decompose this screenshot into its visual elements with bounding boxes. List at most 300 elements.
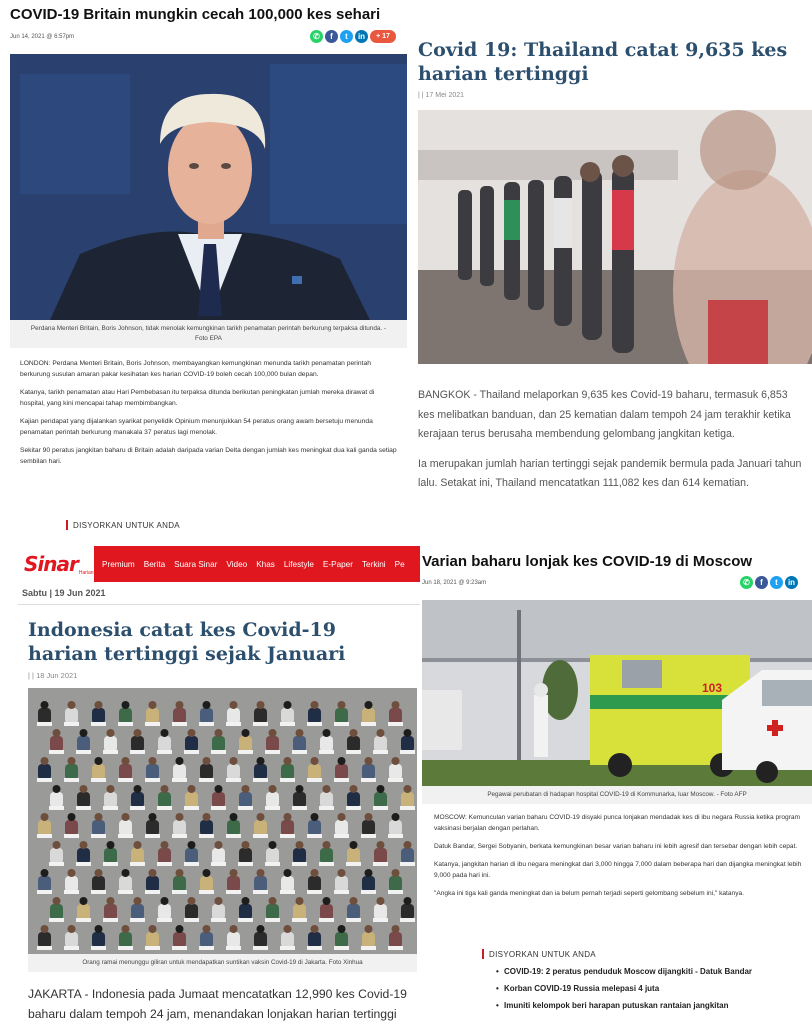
- crowd-chair: [145, 778, 160, 782]
- crowd-chair: [400, 862, 415, 866]
- crowd-chair: [145, 946, 160, 950]
- crowd-person-head: [365, 701, 373, 709]
- crowd-chair: [49, 918, 64, 922]
- crowd-chair: [118, 890, 133, 894]
- crowd-chair: [388, 722, 403, 726]
- share-bar: [310, 30, 396, 43]
- crowd-person-head: [404, 785, 412, 793]
- crowd-person-body: [320, 792, 333, 808]
- crowd-person-head: [215, 785, 223, 793]
- crowd-person-body: [254, 708, 267, 724]
- crowd-person-body: [308, 932, 321, 948]
- crowd-chair: [238, 750, 253, 754]
- crowd-person-body: [119, 820, 132, 836]
- crowd-person-body: [320, 904, 333, 920]
- crowd-person-head: [68, 813, 76, 821]
- crowd-person-head: [161, 785, 169, 793]
- nav-item-lifestyle[interactable]: Lifestyle: [283, 559, 314, 569]
- crowd-chair: [334, 834, 349, 838]
- crowd-person-head: [350, 785, 358, 793]
- crowd-person-body: [374, 736, 387, 752]
- crowd-person-head: [176, 757, 184, 765]
- crowd-person-head: [338, 757, 346, 765]
- crowd-chair: [145, 834, 160, 838]
- crowd-chair: [130, 750, 145, 754]
- crowd-person-body: [320, 848, 333, 864]
- crowd-person-head: [365, 757, 373, 765]
- crowd-chair: [361, 722, 376, 726]
- crowd-person-head: [215, 841, 223, 849]
- crowd-chair: [91, 946, 106, 950]
- crowd-person-body: [347, 904, 360, 920]
- crowd-person-head: [215, 897, 223, 905]
- crowd-person-body: [158, 904, 171, 920]
- crowd-person-body: [374, 848, 387, 864]
- queue-illustration: [418, 110, 812, 364]
- crowd-chair: [211, 806, 226, 810]
- crowd-person-body: [254, 876, 267, 892]
- crowd-chair: [265, 918, 280, 922]
- crowd-person-head: [122, 701, 130, 709]
- paragraph: Sekitar 90 peratus jangkitan baharu di Britain adalah daripada varian Delta dengan jumlah kes meningkat dua kali ganda setiap sembilan hari.: [20, 447, 397, 465]
- article-body: [434, 812, 812, 906]
- crowd-chair: [346, 806, 361, 810]
- crowd-person-head: [311, 813, 319, 821]
- crowd-person-head: [296, 841, 304, 849]
- paragraph: MOSCOW: Kemunculan varian baharu COVID-19 disyaki punca lonjakan mendadak kes di ibu negara Russia ketika program vaksinasi berjalan dengan perlahan.: [434, 814, 801, 832]
- crowd-person-head: [149, 869, 157, 877]
- crowd-person-head: [323, 841, 331, 849]
- crowd-person-body: [308, 708, 321, 724]
- article-timestamp: Jun 18, 2021 @ 9:23am: [422, 580, 487, 586]
- crowd-chair: [211, 862, 226, 866]
- crowd-person-body: [50, 736, 63, 752]
- crowd-person-body: [92, 708, 105, 724]
- crowd-chair: [37, 946, 52, 950]
- crowd-person-head: [377, 841, 385, 849]
- crowd-person-head: [107, 841, 115, 849]
- crowd-person-body: [266, 792, 279, 808]
- crowd-person-head: [242, 897, 250, 905]
- crowd-person-body: [104, 736, 117, 752]
- crowd-person-body: [401, 848, 414, 864]
- crowd-person-body: [158, 792, 171, 808]
- crowd-chair: [172, 890, 187, 894]
- crowd-chair: [334, 778, 349, 782]
- whatsapp-icon[interactable]: ✆: [740, 576, 753, 589]
- crowd-person-body: [401, 736, 414, 752]
- crowd-person-head: [377, 729, 385, 737]
- crowd-person-head: [203, 925, 211, 933]
- nav-item-berita[interactable]: Berita: [143, 559, 166, 569]
- article-headline[interactable]: Indonesia catat kes Covid-19 harian tertinggi sejak Januari: [28, 619, 346, 665]
- crowd-person-head: [41, 813, 49, 821]
- crowd-person-body: [320, 736, 333, 752]
- crowd-person-head: [107, 785, 115, 793]
- crowd-person-head: [392, 757, 400, 765]
- article-panel-britain: [0, 0, 412, 540]
- crowd-chair: [91, 834, 106, 838]
- recommended-heading: DISYORKAN UNTUK ANDA: [66, 520, 180, 530]
- ambulance-number: 103: [702, 681, 723, 695]
- crowd-chair: [37, 722, 52, 726]
- crowd-person-body: [347, 848, 360, 864]
- crowd-person-head: [230, 869, 238, 877]
- crowd-chair: [118, 834, 133, 838]
- crowd-person-head: [257, 869, 265, 877]
- crowd-person-head: [242, 841, 250, 849]
- crowd-person-head: [122, 813, 130, 821]
- paragraph: Katanya, jangkitan harian di ibu negara meningkat dari 3,000 hingga 7,000 dalam beberapa hari dan dijangka meningkat lebih 9,000 pada hari ini.: [434, 861, 802, 879]
- crowd-person-body: [293, 904, 306, 920]
- crowd-person-body: [281, 932, 294, 948]
- crowd-person-head: [134, 785, 142, 793]
- crowd-person-body: [146, 820, 159, 836]
- share-count-button[interactable]: + 17: [370, 30, 396, 43]
- crowd-person-head: [311, 925, 319, 933]
- crowd-person-head: [80, 729, 88, 737]
- facebook-icon[interactable]: f: [325, 30, 338, 43]
- crowd-chair: [280, 890, 295, 894]
- crowd-person-body: [77, 792, 90, 808]
- crowd-person-body: [335, 932, 348, 948]
- crowd-person-head: [176, 925, 184, 933]
- crowd-chair: [238, 918, 253, 922]
- crowd-chair: [184, 750, 199, 754]
- crowd-chair: [373, 862, 388, 866]
- logo-wordmark: Sinar: [24, 552, 78, 576]
- nav-menu: [94, 560, 405, 569]
- nav-item-epaper[interactable]: E-Paper: [322, 559, 353, 569]
- paragraph: Ia merupakan jumlah harian tertinggi sejak pandemik bermula pada Januari tahun lalu. Setakat ini, Thailand mencatatkan 111,082 kes dan 614 kematian.: [418, 457, 802, 489]
- crowd-person-body: [266, 848, 279, 864]
- crowd-person-body: [362, 876, 375, 892]
- crowd-person-head: [215, 729, 223, 737]
- nav-item-suara-sinar[interactable]: Suara Sinar: [174, 559, 218, 569]
- crowd-person-head: [68, 925, 76, 933]
- linkedin-icon[interactable]: in: [355, 30, 368, 43]
- photo-caption: Pegawai perubatan di hadapan hospital COVID-19 di Kommunarka, luar Moscow. - Foto AFP: [422, 786, 812, 804]
- crowd-person-head: [80, 785, 88, 793]
- crowd-person-head: [284, 925, 292, 933]
- crowd-person-body: [92, 932, 105, 948]
- crowd-person-head: [149, 925, 157, 933]
- photo-caption: Perdana Menteri Britain, Boris Johnson, tidak menolak kemungkinan tarikh penamatan perintah berkurung terpaksa ditunda. - Foto EPA: [10, 320, 407, 348]
- crowd-chair: [361, 946, 376, 950]
- crowd-chair: [319, 750, 334, 754]
- crowd-person-body: [77, 848, 90, 864]
- crowd-chair: [76, 806, 91, 810]
- crowd-chair: [184, 862, 199, 866]
- nav-item-premium[interactable]: Premium: [102, 559, 135, 569]
- crowd-person-head: [404, 841, 412, 849]
- crowd-person-body: [185, 792, 198, 808]
- crowd-person-head: [284, 701, 292, 709]
- crowd-person-body: [254, 764, 267, 780]
- crowd-person-body: [173, 876, 186, 892]
- twitter-icon[interactable]: t: [770, 576, 783, 589]
- crowd-chair: [49, 862, 64, 866]
- crowd-person-body: [347, 792, 360, 808]
- crowd-chair: [346, 862, 361, 866]
- crowd-chair: [307, 890, 322, 894]
- crowd-person-head: [188, 897, 196, 905]
- crowd-person-body: [173, 764, 186, 780]
- paragraph: Katanya, tarikh penamatan atau Hari Pembebasan itu terpaksa ditunda berikutan peningkatan jumlah mereka dirawat di hospital, yang kini mencapai tahap membimbangkan.: [20, 389, 375, 407]
- crowd-person-body: [227, 708, 240, 724]
- portrait-illustration: [10, 54, 407, 320]
- crowd-person-body: [146, 876, 159, 892]
- crowd-person-body: [185, 848, 198, 864]
- crowd-person-body: [239, 736, 252, 752]
- crowd-chair: [253, 722, 268, 726]
- crowd-chair: [64, 722, 79, 726]
- article-timestamp: Jun 14, 2021 @ 6:57pm: [10, 34, 75, 40]
- crowd-person-head: [80, 841, 88, 849]
- crowd-person-body: [362, 932, 375, 948]
- crowd-chair: [238, 806, 253, 810]
- crowd-chair: [400, 750, 415, 754]
- crowd-person-head: [95, 925, 103, 933]
- crowd-person-head: [95, 701, 103, 709]
- crowd-person-head: [323, 729, 331, 737]
- crowd-person-body: [254, 820, 267, 836]
- crowd-person-head: [284, 813, 292, 821]
- crowd-chair: [172, 946, 187, 950]
- crowd-person-body: [38, 932, 51, 948]
- crowd-chair: [64, 778, 79, 782]
- crowd-person-head: [122, 757, 130, 765]
- crowd-person-body: [362, 820, 375, 836]
- crowd-chair: [37, 890, 52, 894]
- crowd-person-head: [338, 925, 346, 933]
- crowd-person-head: [134, 897, 142, 905]
- crowd-chair: [292, 918, 307, 922]
- crowd-person-head: [53, 729, 61, 737]
- crowd-chair: [280, 946, 295, 950]
- crowd-chair: [319, 862, 334, 866]
- crowd-person-body: [212, 848, 225, 864]
- crowd-person-head: [377, 785, 385, 793]
- crowd-person-head: [68, 757, 76, 765]
- crowd-chair: [157, 806, 172, 810]
- crowd-person-head: [41, 701, 49, 709]
- nav-item-video[interactable]: Video: [226, 559, 248, 569]
- paragraph: "Angka ini tiga kali ganda meningkat dan ia belum pernah terjadi seperti gelombang sebelum ini," katanya.: [434, 890, 745, 897]
- crowd-person-body: [38, 764, 51, 780]
- nav-item-khas[interactable]: Khas: [256, 559, 275, 569]
- crowd-person-body: [293, 736, 306, 752]
- crowd-chair: [253, 778, 268, 782]
- crowd-chair: [280, 778, 295, 782]
- nav-item-more[interactable]: Pe: [394, 559, 405, 569]
- crowd-chair: [361, 778, 376, 782]
- crowd-person-body: [200, 708, 213, 724]
- crowd-person-body: [158, 736, 171, 752]
- crowd-chair: [361, 834, 376, 838]
- crowd-person-body: [254, 932, 267, 948]
- photo-caption: Orang ramai menunggu giliran untuk mendapatkan suntikan vaksin Covid-19 di Jakarta. Foto Xinhua: [28, 954, 417, 972]
- crowd-person-body: [389, 932, 402, 948]
- crowd-person-body: [239, 904, 252, 920]
- crowd-chair: [253, 946, 268, 950]
- crowd-person-body: [362, 708, 375, 724]
- crowd-person-head: [311, 869, 319, 877]
- article-photo-queue: [418, 110, 812, 364]
- crowd-person-body: [200, 820, 213, 836]
- crowd-person-head: [392, 925, 400, 933]
- crowd-person-body: [131, 848, 144, 864]
- crowd-person-head: [203, 869, 211, 877]
- crowd-chair: [238, 862, 253, 866]
- crowd-person-head: [242, 729, 250, 737]
- crowd-person-body: [308, 876, 321, 892]
- article-headline[interactable]: COVID-19 Britain mungkin cecah 100,000 kes sehari: [10, 6, 381, 23]
- crowd-person-body: [65, 820, 78, 836]
- crowd-person-body: [38, 820, 51, 836]
- crowd-person-body: [239, 848, 252, 864]
- crowd-chair: [388, 946, 403, 950]
- crowd-chair: [118, 778, 133, 782]
- crowd-person-head: [53, 897, 61, 905]
- crowd-chair: [199, 722, 214, 726]
- crowd-chair: [346, 918, 361, 922]
- crowd-person-head: [203, 813, 211, 821]
- crowd-person-body: [308, 820, 321, 836]
- crowd-person-body: [77, 736, 90, 752]
- crowd-chair: [130, 918, 145, 922]
- crowd-person-head: [176, 813, 184, 821]
- article-body: JAKARTA - Indonesia pada Jumaat mencatatkan 12,990 kes Covid-19 baharu dalam tempoh 24 jam, menandakan lonjakan harian tertinggi: [28, 987, 407, 1021]
- crowd-person-head: [269, 897, 277, 905]
- crowd-chair: [49, 750, 64, 754]
- article-headline[interactable]: Varian baharu lonjak kes COVID-19 di Moscow: [422, 553, 753, 570]
- crowd-chair: [334, 890, 349, 894]
- crowd-person-body: [146, 708, 159, 724]
- crowd-chair: [49, 806, 64, 810]
- crowd-person-body: [281, 764, 294, 780]
- crowd-chair: [37, 834, 52, 838]
- article-photo-ambulances: [422, 600, 812, 786]
- crowd-person-head: [41, 757, 49, 765]
- recommended-link[interactable]: • Korban COVID-19 Russia melepasi 4 juta: [504, 983, 804, 994]
- crowd-person-head: [257, 813, 265, 821]
- crowd-chair: [373, 750, 388, 754]
- paragraph: LONDON: Perdana Menteri Britain, Boris Johnson, membayangkan kemungkinan menunda tarikh penamatan perintah berkurung susulan amaran pakar kesihatan kes harian COVID-19 boleh cecah 100,000 bulan depan.: [20, 360, 371, 378]
- crowd-person-head: [230, 701, 238, 709]
- crowd-chair: [373, 918, 388, 922]
- crowd-person-body: [158, 848, 171, 864]
- crowd-person-head: [41, 869, 49, 877]
- twitter-icon[interactable]: t: [340, 30, 353, 43]
- article-panel-indonesia: [18, 540, 420, 1024]
- nav-item-terkini[interactable]: Terkini: [361, 559, 386, 569]
- crowd-person-body: [65, 708, 78, 724]
- crowd-person-head: [203, 701, 211, 709]
- recommended-link[interactable]: • COVID-19: 2 peratus penduduk Moscow dijangkiti - Datuk Bandar: [504, 966, 804, 977]
- crowd-chair: [76, 750, 91, 754]
- crowd-person-body: [92, 764, 105, 780]
- crowd-chair: [319, 806, 334, 810]
- crowd-person-head: [230, 757, 238, 765]
- whatsapp-icon[interactable]: ✆: [310, 30, 323, 43]
- crowd-person-head: [122, 925, 130, 933]
- crowd-person-body: [266, 904, 279, 920]
- crowd-chair: [265, 750, 280, 754]
- crowd-person-head: [80, 897, 88, 905]
- crowd-chair: [64, 890, 79, 894]
- crowd-person-body: [92, 820, 105, 836]
- crowd-person-head: [311, 701, 319, 709]
- crowd-chair: [307, 834, 322, 838]
- crowd-chair: [37, 778, 52, 782]
- crowd-person-body: [50, 848, 63, 864]
- crowd-person-body: [335, 708, 348, 724]
- crowd-person-head: [149, 813, 157, 821]
- article-date: | | 17 Mei 2021: [418, 92, 465, 99]
- facebook-icon[interactable]: f: [755, 576, 768, 589]
- crowd-chair: [211, 918, 226, 922]
- site-logo[interactable]: [18, 546, 94, 582]
- article-body: [418, 386, 802, 504]
- crowd-person-head: [365, 869, 373, 877]
- crowd-person-body: [65, 876, 78, 892]
- crowd-person-head: [323, 897, 331, 905]
- crowd-chair: [118, 946, 133, 950]
- crowd-person-head: [404, 729, 412, 737]
- crowd-chair: [199, 946, 214, 950]
- crowd-person-body: [281, 708, 294, 724]
- crowd-person-body: [308, 764, 321, 780]
- crowd-person-body: [212, 736, 225, 752]
- crowd-person-head: [41, 925, 49, 933]
- crowd-chair: [157, 918, 172, 922]
- crowd-person-body: [119, 708, 132, 724]
- crowd-person-body: [374, 792, 387, 808]
- crowd-person-head: [161, 841, 169, 849]
- crowd-person-head: [392, 869, 400, 877]
- recommended-list: [504, 966, 804, 1017]
- crowd-person-body: [146, 764, 159, 780]
- crowd-person-head: [365, 925, 373, 933]
- crowd-chair: [226, 722, 241, 726]
- crowd-chair: [172, 834, 187, 838]
- crowd-person-head: [68, 869, 76, 877]
- crowd-chair: [103, 862, 118, 866]
- crowd-person-head: [134, 729, 142, 737]
- crowd-chair: [388, 778, 403, 782]
- crowd-chair: [226, 834, 241, 838]
- crowd-person-body: [131, 904, 144, 920]
- crowd-person-body: [335, 820, 348, 836]
- linkedin-icon[interactable]: in: [785, 576, 798, 589]
- crowd-person-head: [257, 757, 265, 765]
- crowd-person-head: [338, 869, 346, 877]
- crowd-person-body: [212, 904, 225, 920]
- article-headline[interactable]: Covid 19: Thailand catat 9,635 kes harian tertinggi: [418, 39, 788, 85]
- crowd-person-head: [257, 701, 265, 709]
- crowd-chair: [157, 862, 172, 866]
- paragraph: BANGKOK - Thailand melaporkan 9,635 kes Covid-19 baharu, termasuk 6,853 kes melibatkan banduan, dan 25 kematian dalam tempoh 24 jam terakhir ketika kerajaan terus berusaha membendung gelombang jangkitan ketiga.: [418, 389, 791, 440]
- crowd-person-body: [200, 764, 213, 780]
- recommended-link[interactable]: • Imuniti kelompok beri harapan putuskan rantaian jangkitan: [504, 1000, 804, 1011]
- crowd-chair: [388, 834, 403, 838]
- crowd-person-body: [389, 876, 402, 892]
- ambulance-illustration: [422, 600, 812, 786]
- crowd-chair: [199, 834, 214, 838]
- crowd-person-body: [281, 820, 294, 836]
- crowd-person-head: [161, 897, 169, 905]
